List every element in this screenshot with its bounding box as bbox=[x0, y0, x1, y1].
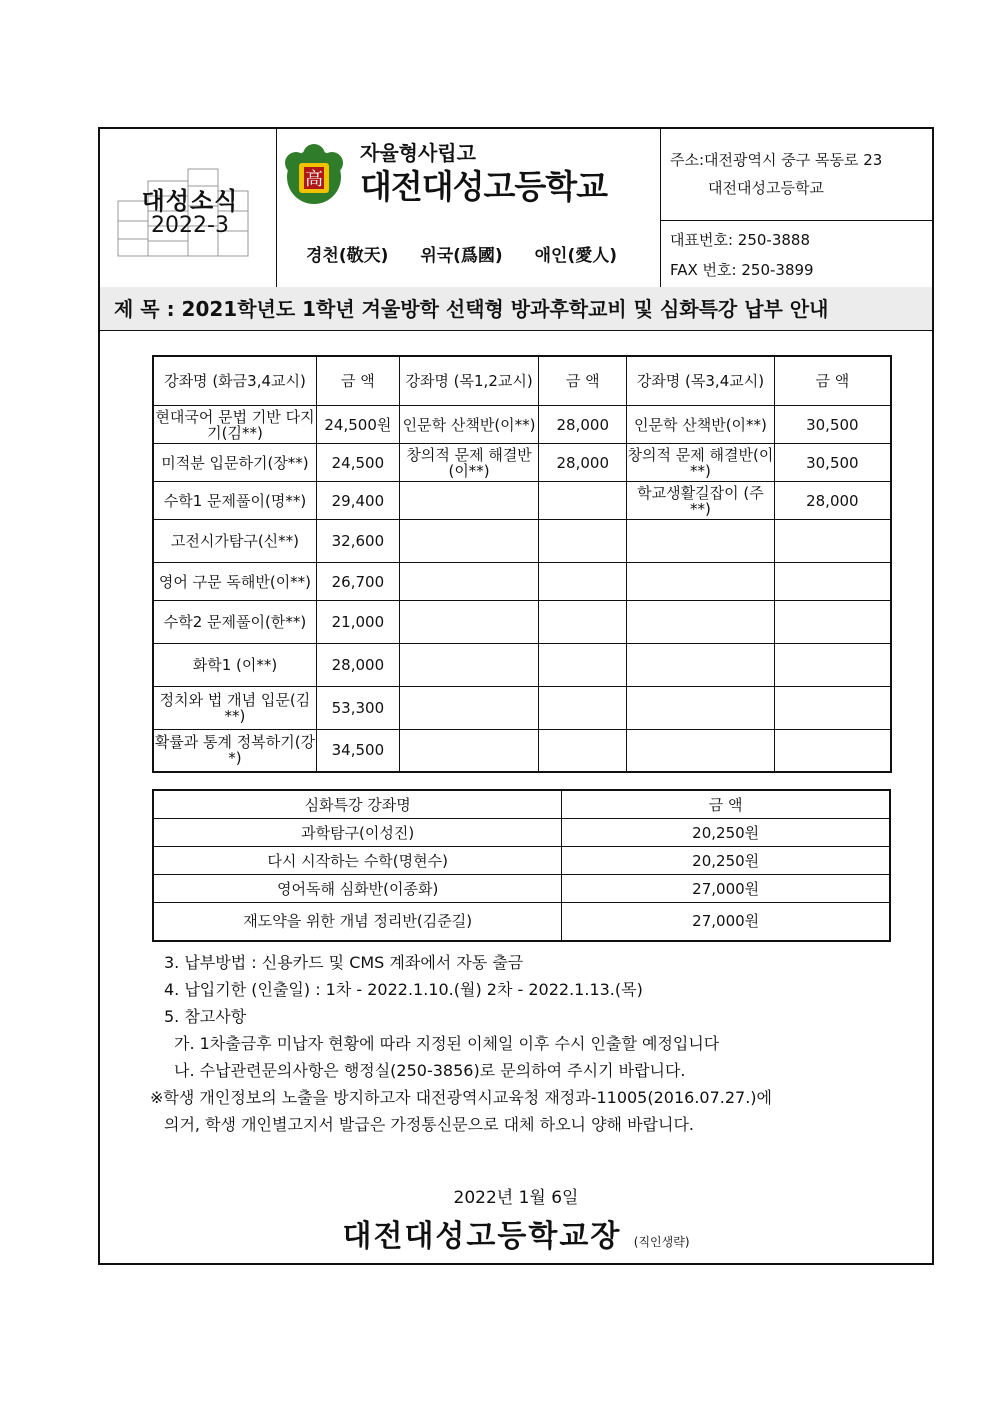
table-cell: 32,600 bbox=[316, 520, 399, 563]
table-cell: 53,300 bbox=[316, 687, 399, 730]
address-line-2: 대전대성고등학교 bbox=[708, 179, 824, 197]
table-cell bbox=[627, 730, 775, 772]
table-cell: 영어독해 심화반(이종화) bbox=[153, 875, 562, 903]
table-cell: 창의적 문제 해결반(이**) bbox=[399, 444, 539, 482]
school-mottos bbox=[306, 241, 643, 266]
table-cell bbox=[399, 520, 539, 563]
table-cell: 학교생활길잡이 (주**) bbox=[627, 482, 775, 520]
table-cell: 27,000원 bbox=[562, 875, 890, 903]
issue-date: 2022년 1월 6일 bbox=[453, 1188, 579, 1208]
table-cell bbox=[539, 563, 627, 601]
table-cell bbox=[399, 687, 539, 730]
table-row bbox=[153, 903, 890, 941]
table-row bbox=[153, 730, 891, 772]
contact-info bbox=[660, 129, 932, 287]
table-cell: 정치와 법 개념 입문(김**) bbox=[153, 687, 316, 730]
table-cell bbox=[539, 687, 627, 730]
table-row bbox=[153, 847, 890, 875]
table-cell bbox=[627, 644, 775, 687]
table-cell: 영어 구문 독해반(이**) bbox=[153, 563, 316, 601]
newsletter-frame bbox=[98, 127, 934, 1265]
address-line-1: 주소:대전광역시 중구 목동로 23 bbox=[670, 151, 883, 169]
table-cell: 30,500 bbox=[774, 444, 891, 482]
table-row bbox=[153, 875, 890, 903]
table-cell: 28,000 bbox=[316, 644, 399, 687]
table-cell bbox=[539, 644, 627, 687]
payment-notes bbox=[150, 949, 772, 1138]
newsletter-number: 2022-3 bbox=[151, 213, 229, 238]
table-cell: 24,500원 bbox=[316, 406, 399, 444]
principal-title: 대전대성고등학교장 bbox=[342, 1219, 622, 1254]
note-reference-b: 나. 수납관련문의사항은 행정실(250-3856)로 문의하여 주시기 바랍니다. bbox=[174, 1061, 686, 1080]
table-cell: 현대국어 문법 기반 다지기(김**) bbox=[153, 406, 316, 444]
column-header: 금 액 bbox=[774, 356, 891, 406]
table-cell bbox=[774, 687, 891, 730]
table-cell: 29,400 bbox=[316, 482, 399, 520]
note-payment-deadline: 4. 납입기한 (인출일) : 1차 - 2022.1.10.(월) 2차 - 2022.1.13.(목) bbox=[164, 980, 643, 999]
table-cell: 다시 시작하는 수학(명현수) bbox=[153, 847, 562, 875]
table-cell bbox=[399, 730, 539, 772]
motto-3: 애인(愛人) bbox=[534, 246, 618, 266]
table-cell bbox=[539, 482, 627, 520]
table-cell bbox=[399, 644, 539, 687]
table-cell bbox=[399, 563, 539, 601]
table-cell bbox=[627, 563, 775, 601]
table-cell: 인문학 산책반(이**) bbox=[399, 406, 539, 444]
column-header: 강좌명 (목1,2교시) bbox=[399, 356, 539, 406]
table-cell: 26,700 bbox=[316, 563, 399, 601]
phone-number: 대표번호: 250-3888 bbox=[670, 231, 810, 249]
emblem-letter: 高 bbox=[305, 169, 323, 190]
table-row bbox=[153, 406, 891, 444]
table-cell: 재도약을 위한 개념 정리반(김준길) bbox=[153, 903, 562, 941]
table-cell: 28,000 bbox=[539, 406, 627, 444]
note-reference-heading: 5. 참고사항 bbox=[164, 1007, 247, 1026]
table-cell bbox=[774, 601, 891, 644]
table-cell bbox=[627, 687, 775, 730]
column-header: 강좌명 (목3,4교시) bbox=[627, 356, 775, 406]
column-header: 심화특강 강좌명 bbox=[153, 790, 562, 819]
column-header: 금 액 bbox=[539, 356, 627, 406]
motto-2: 위국(爲國) bbox=[420, 246, 503, 266]
newsletter-name: 대성소식 bbox=[141, 187, 239, 215]
table-header-row bbox=[153, 356, 891, 406]
table-cell bbox=[774, 730, 891, 772]
table-cell: 수학2 문제풀이(한**) bbox=[153, 601, 316, 644]
school-name: 대전대성고등학교 bbox=[360, 167, 608, 206]
school-identity bbox=[276, 129, 661, 287]
course-fee-table bbox=[152, 355, 892, 773]
table-cell: 고전시가탐구(신**) bbox=[153, 520, 316, 563]
note-privacy-1: ※학생 개인정보의 노출을 방지하고자 대전광역시교육청 재정과-11005(2016.07.27.)에 bbox=[150, 1088, 773, 1107]
table-cell: 확률과 통계 정복하기(강*) bbox=[153, 730, 316, 772]
table-cell bbox=[774, 520, 891, 563]
principal-signature bbox=[100, 1211, 932, 1255]
special-lecture-table bbox=[152, 789, 891, 942]
school-type: 자율형사립고 bbox=[360, 141, 476, 165]
table-row bbox=[153, 563, 891, 601]
table-cell bbox=[539, 520, 627, 563]
table-cell bbox=[539, 601, 627, 644]
table-cell: 28,000 bbox=[774, 482, 891, 520]
fax-number: FAX 번호: 250-3899 bbox=[670, 261, 814, 279]
table-cell: 34,500 bbox=[316, 730, 399, 772]
table-cell bbox=[399, 601, 539, 644]
table-row bbox=[153, 819, 890, 847]
table-cell bbox=[774, 563, 891, 601]
table-cell bbox=[774, 644, 891, 687]
table-cell: 인문학 산책반(이**) bbox=[627, 406, 775, 444]
table-cell: 21,000 bbox=[316, 601, 399, 644]
table-row bbox=[153, 520, 891, 563]
contact-divider bbox=[660, 220, 932, 221]
table-cell bbox=[627, 601, 775, 644]
note-reference-a: 가. 1차출금후 미납자 현황에 따라 지정된 이체일 이후 수시 인출할 예정입니다 bbox=[174, 1034, 720, 1053]
table-row bbox=[153, 644, 891, 687]
table-cell: 수학1 문제풀이(명**) bbox=[153, 482, 316, 520]
motto-1: 경천(敬天) bbox=[306, 246, 389, 266]
note-privacy-2: 의거, 학생 개인별고지서 발급은 가정통신문으로 대체 하오니 양해 바랍니다. bbox=[164, 1115, 694, 1134]
table-cell bbox=[627, 520, 775, 563]
table-cell: 24,500 bbox=[316, 444, 399, 482]
school-emblem-icon bbox=[282, 143, 346, 207]
table-cell: 20,250원 bbox=[562, 847, 890, 875]
seal-note: (직인생략) bbox=[633, 1235, 690, 1249]
column-header: 강좌명 (화금3,4교시) bbox=[153, 356, 316, 406]
table-cell: 27,000원 bbox=[562, 903, 890, 941]
subject-line: 제 목 : 2021학년도 1학년 겨울방학 선택형 방과후학교비 및 심화특강 납부 안내 bbox=[100, 287, 932, 331]
table-header-row bbox=[153, 790, 890, 819]
table-row bbox=[153, 444, 891, 482]
table-row bbox=[153, 482, 891, 520]
column-header: 금 액 bbox=[316, 356, 399, 406]
table-cell: 28,000 bbox=[539, 444, 627, 482]
note-payment-method: 3. 납부방법 : 신용카드 및 CMS 계좌에서 자동 출금 bbox=[164, 953, 524, 972]
table-cell: 화학1 (이**) bbox=[153, 644, 316, 687]
table-row bbox=[153, 601, 891, 644]
table-cell bbox=[539, 730, 627, 772]
table-cell: 창의적 문제 해결반(이**) bbox=[627, 445, 774, 480]
table-cell bbox=[399, 482, 539, 520]
header bbox=[100, 129, 932, 289]
table-cell: 과학탐구(이성진) bbox=[153, 819, 562, 847]
table-cell: 20,250원 bbox=[562, 819, 890, 847]
column-header: 금 액 bbox=[562, 790, 890, 819]
table-cell: 30,500 bbox=[774, 406, 891, 444]
table-row bbox=[153, 687, 891, 730]
newsletter-badge bbox=[100, 129, 277, 287]
table-cell: 미적분 입문하기(장**) bbox=[153, 444, 316, 482]
